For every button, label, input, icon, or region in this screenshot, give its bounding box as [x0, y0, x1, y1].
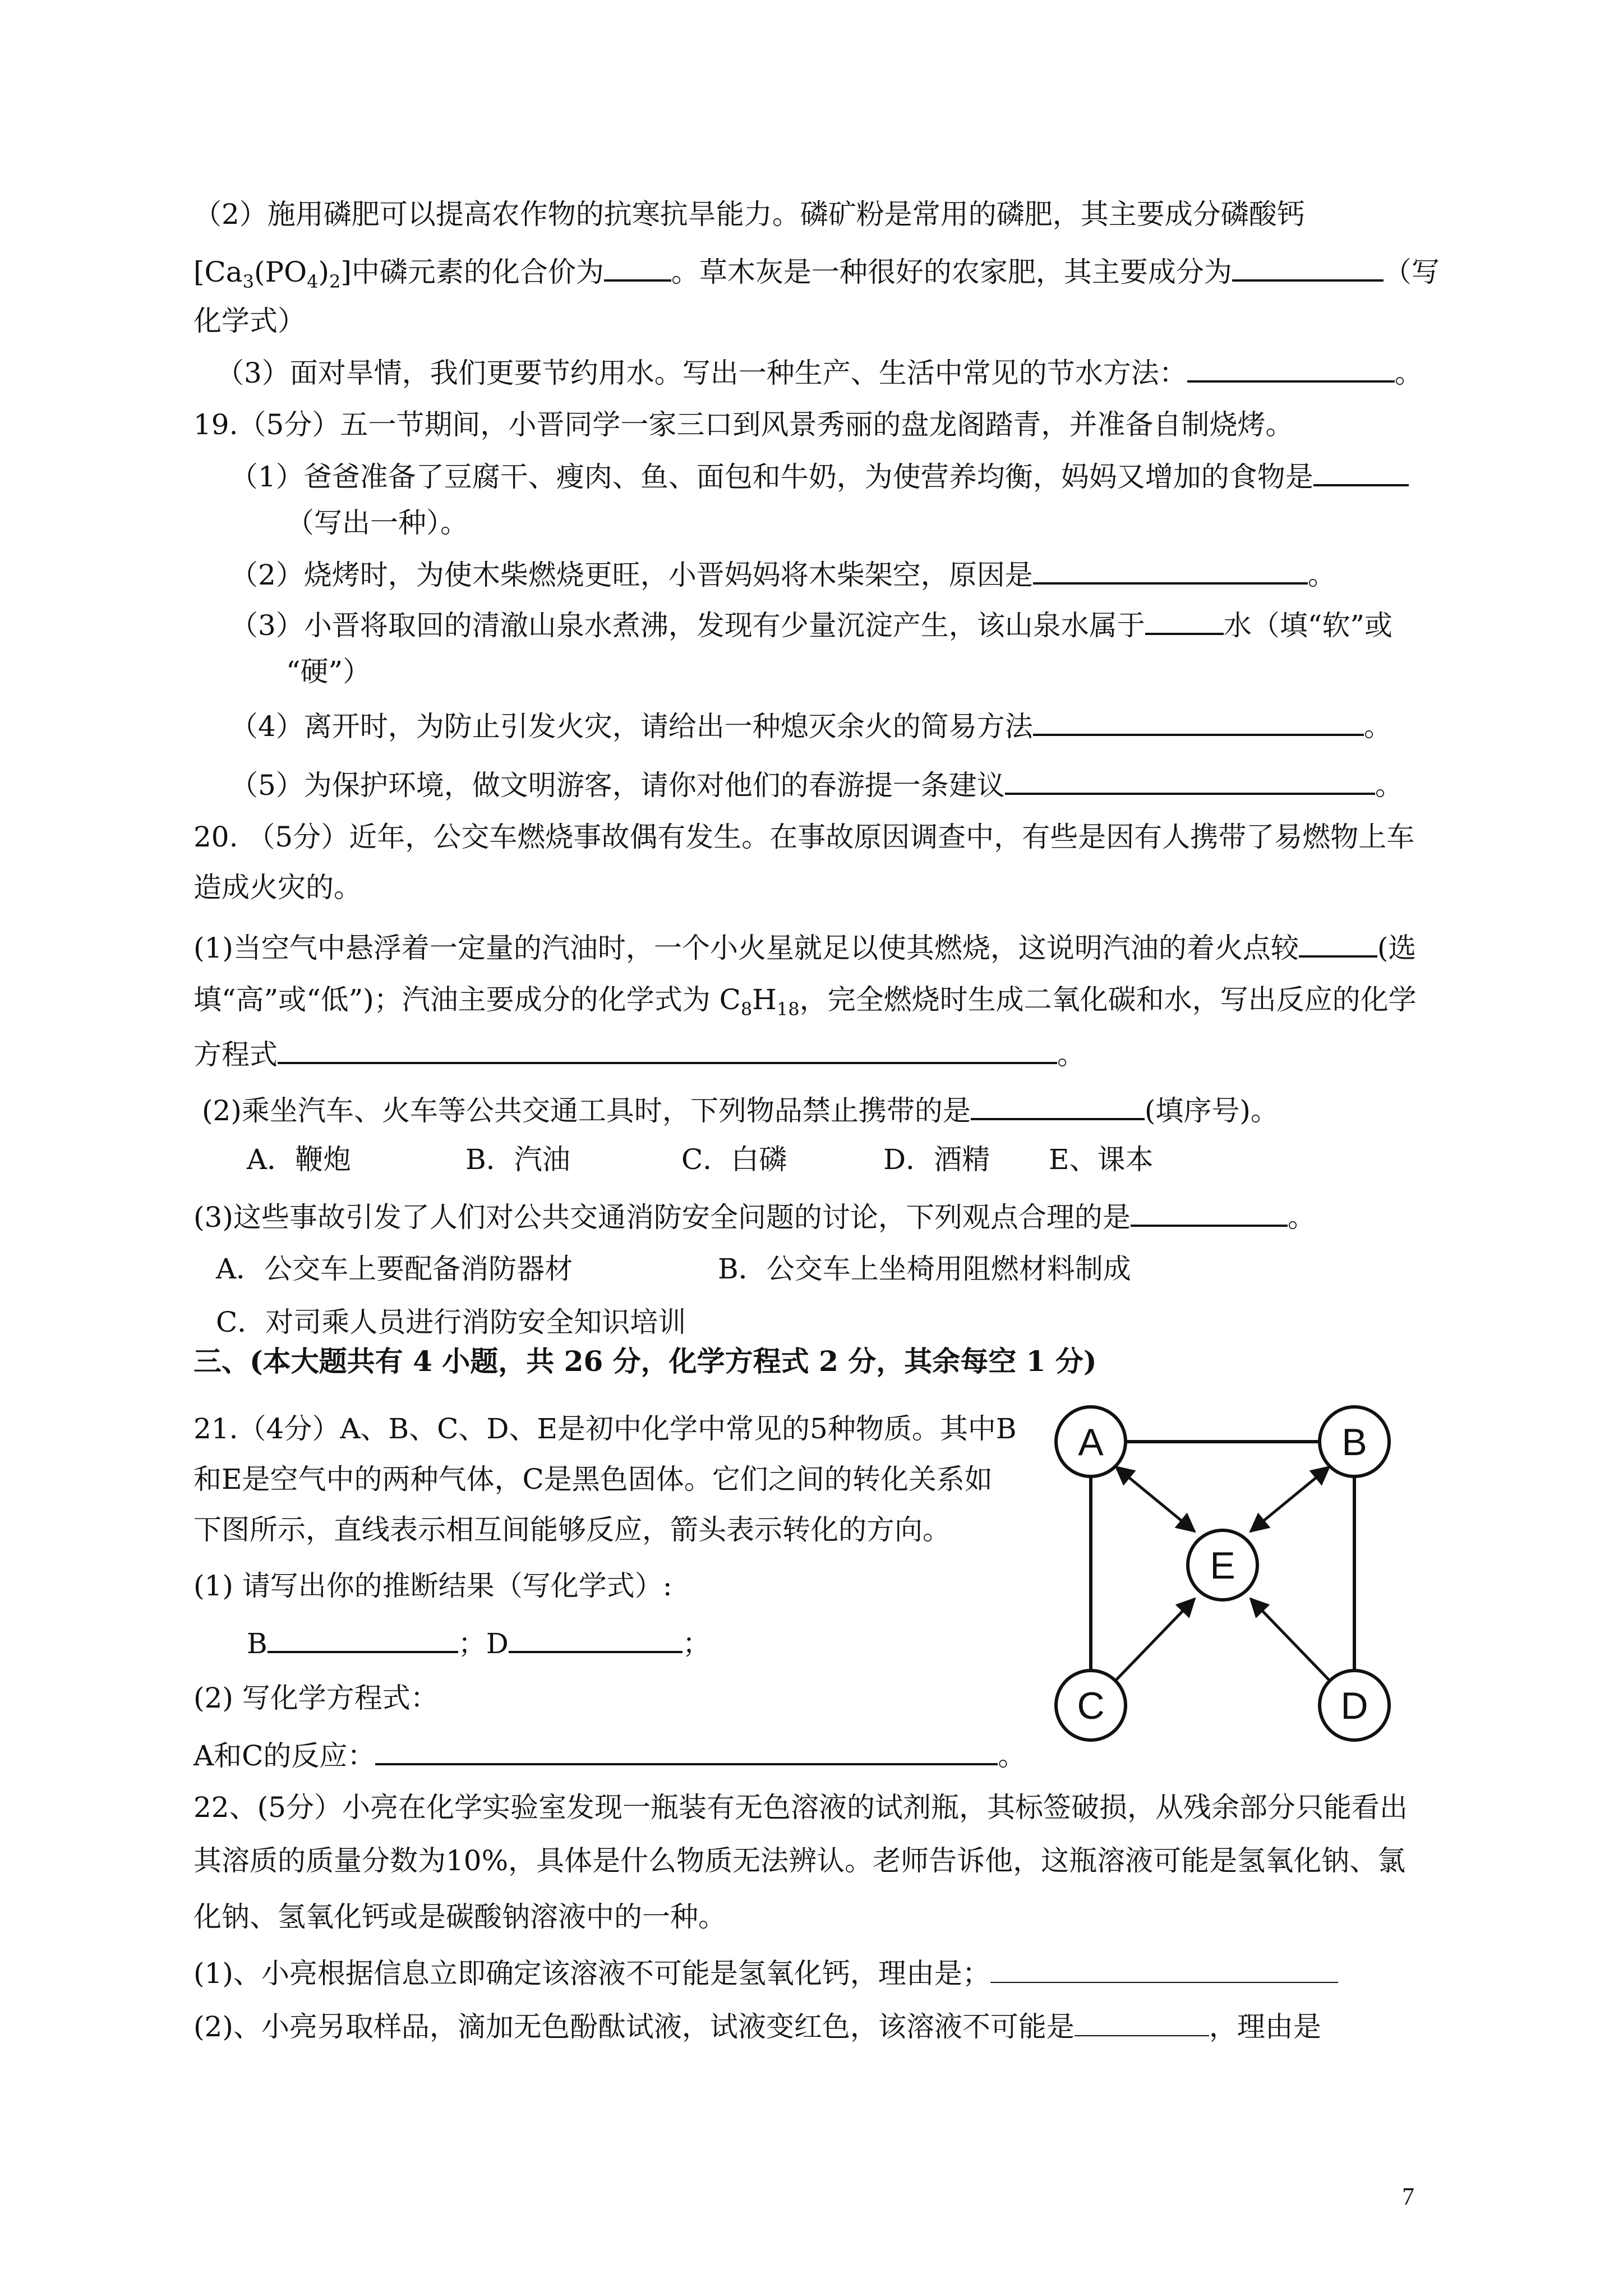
- node-d-label: D: [1340, 1685, 1368, 1727]
- question-18-part2-line2: $[Ca_3(PO_4)_2]$中磷元素的化合价为 。草木灰是一种很好的农家肥，其主要成分为 （写: [193, 252, 1440, 300]
- question-20-title: 20. （5分）近年，公交车燃烧事故偶有发生。在事故原因调查中，有些是因有人携带了易燃物上车: [193, 821, 1415, 853]
- question-18-part3: （3）面对旱情，我们更要节约用水。写出一种生产、生活中常见的节水方法： 。: [216, 353, 1423, 391]
- question-20-part3: (3)这些事故引发了人们对公共交通消防安全问题的讨论，下列观点合理的是 。: [193, 1198, 1316, 1235]
- answer-blank[interactable]: [1232, 252, 1384, 282]
- option-a: A．鞭炮: [247, 1143, 352, 1176]
- answer-blank[interactable]: [1075, 2008, 1209, 2036]
- option-b: B．汽油: [465, 1143, 570, 1176]
- answer-blank[interactable]: [1033, 555, 1308, 585]
- answer-blank[interactable]: [375, 1736, 998, 1765]
- option-d: D．酒精: [883, 1143, 990, 1176]
- question-21-equation: A和C的反应： 。: [193, 1736, 1026, 1774]
- page-number: 7: [1402, 2183, 1414, 2210]
- question-22-part1: (1)、小亮根据信息立即确定该溶液不可能是氢氧化钙，理由是；: [193, 1955, 1338, 1991]
- question-19-part3-cont: “硬”）: [286, 655, 371, 688]
- node-c-label: C: [1077, 1685, 1105, 1727]
- answer-blank[interactable]: [604, 252, 671, 282]
- edge-b-e: [1251, 1467, 1329, 1531]
- question-19-title: 19.（5分）五一节期间，小晋同学一家三口到风景秀丽的盘龙阁踏青，并准备自制烧烤。: [193, 408, 1294, 441]
- answer-blank[interactable]: [971, 1091, 1145, 1120]
- answer-blank[interactable]: [1187, 353, 1395, 383]
- option-20-3-b: B．公交车上坐椅用阻燃材料制成: [718, 1253, 1131, 1285]
- answer-blank[interactable]: [278, 1035, 1057, 1064]
- answer-blank[interactable]: [1299, 928, 1377, 958]
- question-21-part2: (2) 写化学方程式：: [193, 1682, 439, 1714]
- option-20-3-c: C．对司乘人员进行消防安全知识培训: [216, 1306, 686, 1338]
- relation-diagram: [1043, 1397, 1430, 1756]
- question-18-part2-line3: 化学式）: [193, 305, 306, 337]
- question-20-part1: (1)当空气中悬浮着一定量的汽油时，一个小火星就足以使其燃烧，这说明汽油的着火点较 (选: [193, 928, 1416, 966]
- answer-blank[interactable]: [1033, 707, 1364, 736]
- question-19-part1-cont: （写出一种）。: [286, 507, 468, 539]
- answer-blank[interactable]: [268, 1624, 458, 1653]
- question-21-answers: B ；D ；: [247, 1624, 711, 1662]
- question-19-part1: （1）爸爸准备了豆腐干、瘦肉、鱼、面包和牛奶，为使营养均衡，妈妈又增加的食物是: [230, 457, 1409, 495]
- question-19-part3: （3）小晋将取回的清澈山泉水煮沸，发现有少量沉淀产生，该山泉水属于 水（填“软”或: [230, 606, 1393, 643]
- option-c: C．白磷: [681, 1143, 787, 1176]
- question-19-part5: （5）为保护环境，做文明游客，请你对他们的春游提一条建议 。: [230, 766, 1403, 803]
- option-20-3-a: A．公交车上要配备消防器材: [216, 1253, 573, 1285]
- question-21-part1: (1) 请写出你的推断结果（写化学式）:: [193, 1570, 672, 1602]
- node-b-label: B: [1341, 1421, 1367, 1464]
- option-e: E、课本: [1049, 1143, 1154, 1176]
- question-22-line2: 其溶质的质量分数为10%，具体是什么物质无法辨认。老师告诉他，这瓶溶液可能是氢氧化钠、氯: [193, 1844, 1406, 1877]
- question-21-line2: 和E是空气中的两种气体，C是黑色固体。它们之间的转化关系如: [193, 1463, 993, 1496]
- question-22-line3: 化钠、氢氧化钙或是碳酸钠溶液中的一种。: [193, 1901, 726, 1933]
- question-20-title-cont: 造成火灾的。: [193, 871, 362, 904]
- answer-blank[interactable]: [1005, 766, 1375, 795]
- answer-blank[interactable]: [1131, 1198, 1288, 1227]
- node-a-label: A: [1078, 1421, 1104, 1464]
- answer-blank[interactable]: [990, 1955, 1338, 1983]
- question-20-part2: (2)乘坐汽车、火车等公共交通工具时，下列物品禁止携带的是 (填序号)。: [202, 1091, 1279, 1129]
- answer-blank[interactable]: [1313, 457, 1409, 486]
- node-e-label: E: [1210, 1544, 1235, 1587]
- question-20-equation: 方程式 。: [193, 1035, 1085, 1073]
- question-21-line3: 下图所示，直线表示相互间能够反应，箭头表示转化的方向。: [193, 1513, 951, 1546]
- answer-blank[interactable]: [1145, 606, 1224, 635]
- question-22-line1: 22、(5分）小亮在化学实验室发现一瓶装有无色溶液的试剂瓶，其标签破损，从残余部分只能看出: [193, 1791, 1408, 1824]
- question-21-line1: 21.（4分）A、B、C、D、E是初中化学中常见的5种物质。其中B: [193, 1412, 1017, 1445]
- answer-blank[interactable]: [509, 1624, 683, 1653]
- question-22-part2: (2)、小亮另取样品，滴加无色酚酞试液，试液变红色，该溶液不可能是 ，理由是: [193, 2008, 1321, 2045]
- question-19-part4: （4）离开时，为防止引发火灾，请给出一种熄灭余火的简易方法 。: [230, 707, 1392, 744]
- question-18-part2-line1: （2）施用磷肥可以提高农作物的抗寒抗旱能力。磷矿粉是常用的磷肥，其主要成分磷酸钙: [193, 198, 1305, 231]
- section-three-heading: 三、(本大题共有 4 小题，共 26 分，化学方程式 2 分，其余每空 1 分): [193, 1345, 1097, 1378]
- question-20-part1-cont: 填“高”或“低”)；汽油主要成分的化学式为 $C_8H_{18}$，完全燃烧时生成二氧化碳和水，写出反应的化学: [193, 983, 1417, 1020]
- edge-c-e: [1116, 1599, 1195, 1680]
- edge-a-e: [1116, 1467, 1195, 1531]
- edge-d-e: [1251, 1599, 1329, 1680]
- question-19-part2: （2）烧烤时，为使木柴燃烧更旺，小晋妈妈将木柴架空，原因是 。: [230, 555, 1336, 593]
